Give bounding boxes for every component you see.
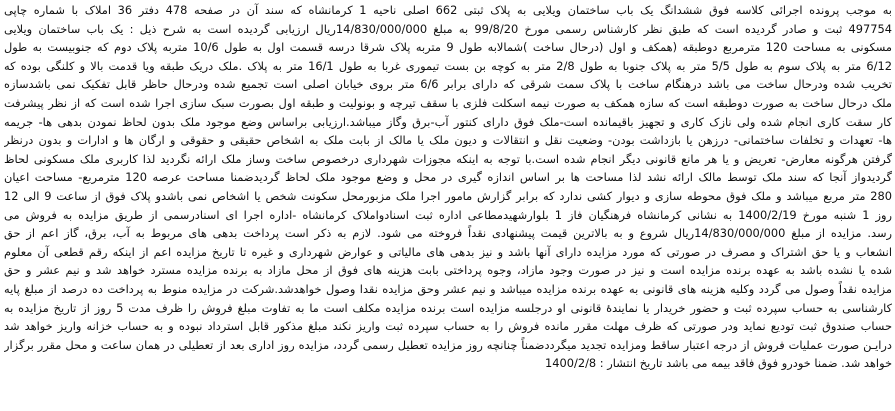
notice-line: ملک درحال ساخت به صورت دوطبقه است که سازه همکف به صورت نیمه اسکلت فلزی با سقف تیرچه و بونولیت و طبقه اول بصورت سبک سازی اجرا شده است که از نظر پیشرفت xyxy=(4,95,892,110)
notice-line: گردیدواز آنجا که سند ملک توسط مالک ارائه نشد لذا مساحت ها بر اساس اندازه گیری در محل و وضع موجود ملک لحاظ گردیدضمنا مساحت عرصه 120 مترمربع- مساحت اعیان xyxy=(4,170,892,185)
notice-line: روز 1 شنبه مورخ 1400/2/19 به نشانی کرمانشاه فرهنگیان فاز 1 بلوارشهیدمطاعی اداره ثبت اسنادواملاک کرمانشاه -اداره اجرا ای اسنادرسمی از طریق مزایده به فروش می xyxy=(4,207,892,222)
notice-line: حساب صندوق ثبت تودیع نماید ودر صورتی که ظرف مهلت مقرر مانده فروش را به حساب سپرده ثبت واریز نکند مبلغ مذکور قابل استرداد نبوده و به حساب خزانه واریز خواهد شد xyxy=(4,319,892,334)
notice-line: درایـن صورت عملیات فروش از درجه اعتبار ساقط ومزایده تجدید میگرددضمناً چنانچه روز مزایده تعطیل رسمی گردد، مزایده روز اداری بعد از تعطیلی در همان ساعت و محل مقرر برگزار xyxy=(4,337,892,352)
notice-line: مسکونی به مساحت 120 مترمربع دوطبقه (همکف و اول (درحال ساخت )شمالابه طول 9 متربه پلاک شرقا درسه قسمت اول به طول 10/6 متربه پلاک دوم که جنوبیست به طول xyxy=(4,40,892,55)
notice-line: رسد. مزایده از مبلغ 14/830/000/000ریال شروع و به بالاترین قیمت پیشنهادی نقداً فروخته می شود. لازم به ذکر است پرداخت بدهی های مربوط به آب، برق، گاز اعم از حق xyxy=(4,226,892,241)
notice-line: 497754 ثبت و صادر گردیده است که طبق نظر کارشناس رسمی مورخ 99/8/20 به مبلغ 14/830/000/000ریال ارزیابی گردیده است به شرح ذیل : یک باب ساختمان ویلایی xyxy=(4,21,892,36)
notice-line: شده یا نشده باشد به عهده برنده مزایده است و نیز در صورت وجود مازاد، وجوه پرداختی بابت هزینه های فوق از محل مازاد به برنده مزایده مسترد خواهد شد و نیم عشر و حق xyxy=(4,263,892,278)
notice-line: انشعاب و یا حق اشتراک و مصرف در صورتی که مورد مزایده دارای آنها باشد و نیز بدهی های مالیاتی و عوارض شهرداری و غیره تا تاریخ مزایده اعم از اینکه رقم قطعی آن معلوم xyxy=(4,244,892,259)
notice-line-publication-date: خواهد شد. ضمنا خودرو فوق فاقد بیمه می باشد تاریخ انتشار : 1400/2/8 xyxy=(545,356,892,371)
notice-line: کار سقت کاری انجام شده ولی نازک کاری و تجهیز باقیمانده است-ملک فوق دارای کنتور آب-برق وگاز میباشد.ارزیابی براساس وضع موجود ملک بدون لحاظ نمودن بدهی ها- جریمه xyxy=(4,114,892,129)
notice-line: ها- تعهدات و تخلفات ساختمانی- درزهن یا بازداشت بودن- وضعیت نقل و انتقالات و دیون ملک یا مالک از بابت ملک به اشخاص حقیقی و حقوقی و ارگان ها و ادارات و بدون درنظر xyxy=(4,133,892,148)
notice-line: گرفتن هرگونه معارض- تعریض و یا هر مانع قانونی دیگر انجام شده است.با توجه به اینکه مجوزات شهرداری درخصوص ساخت وساز ملک ارائه نگردید لذا کاربری ملک مسکونی لحاظ xyxy=(4,151,892,166)
notice-line: 280 متر مربع میباشد و ملک فوق محوطه سازی و دیوار کشی ندارد که برابر گزارش مامور اجرا ملک مزبورمحل سکونت شخص یا اشخاص نمی باشدو پلاک فوق از ساعت 9 الی 12 xyxy=(4,188,892,203)
notice-line: مزایده نقداً وصول می گردد وکلیه هزینه های قانونی به عهده برنده مزایده میباشد و نیم عشر وحق مزایده نقدا وصول خواهدشد.شرکت در مزایده منوط به پرداخت ده درصد از مبلغ پایه xyxy=(4,281,892,296)
notice-line: به موجب پرونده اجرائی کلاسه فوق ششدانگ یک باب ساختمان ویلایی به پلاک ثبتی 662 اصلی ناحیه 1 کرمانشاه که سند آن در صفحه 478 دفتر 36 املاک با شماره چاپی xyxy=(4,3,892,17)
notice-line: 6/12 متر به پلاک سوم به طول 5/5 متر به پلاک جنوبا به طول 2/8 متر به کوچه بن بست تیموری غربا به طول 16/1 متر به پلاک .ملک دریک طبقه ویا قدمت بالا و کلنگی بوده که xyxy=(4,58,892,73)
notice-line: کارشناسی به حساب سپرده ثبت و حضور خریدار یا نمایندۀ قانونی او درجلسه مزایده است برنده مزایده مکلف است ما به تفاوت مبلغ فروش را ظرف مدت 5 روز از تاریخ مزایده به xyxy=(4,300,892,315)
notice-line: تخریب شده ودرحال ساخت می باشد درهنگام ساخت با پلاک سمت شرقی که دارای برابر 6/6 متر بروی خیابان اصلی است تجمیع شده ودرحال حاظر قابل تفکیک نمی باشدسازه xyxy=(4,77,892,92)
